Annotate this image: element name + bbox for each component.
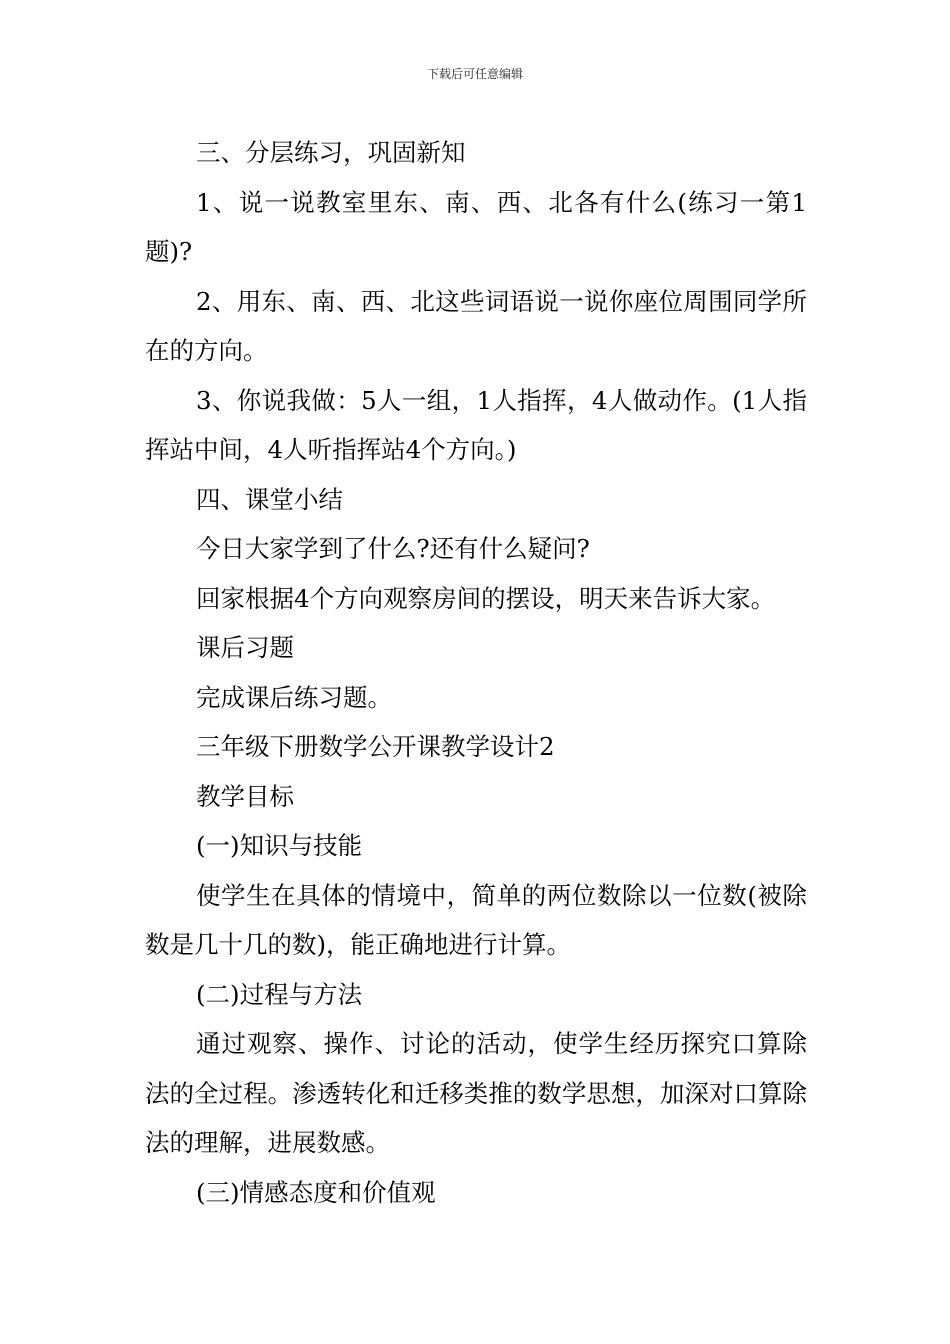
goal-process-text: 通过观察、操作、讨论的活动，使学生经历探究口算除法的全过程。渗透转化和迁移类推的数学思想，加深对口算除法的理解，进展数感。 [145,1029,807,1157]
document-body [145,128,807,1217]
section-heading-summary: 四、课堂小结 [196,484,343,514]
goal-process-heading: (二)过程与方法 [196,979,363,1009]
teaching-goals-heading: 教学目标 [196,781,294,811]
practice-item-2: 2、用东、南、西、北这些词语说一说你座位周围同学所在的方向。 [145,286,807,365]
goal-knowledge-heading: (一)知识与技能 [196,831,363,860]
summary-question: 今日大家学到了什么?还有什么疑问? [196,534,590,563]
page-header: 下载后可任意编辑 [426,67,523,81]
after-class-task: 完成课后练习题。 [196,682,392,712]
practice-item-1: 1、说一说教室里东、南、西、北各有什么(练习一第1题)? [145,187,807,266]
goal-attitude-heading: (三)情感态度和价值观 [196,1177,436,1207]
section-heading-practice: 三、分层练习，巩固新知 [196,138,466,167]
summary-homework: 回家根据4个方向观察房间的摆设，明天来告诉大家。 [196,583,776,613]
practice-item-3: 3、你说我做：5人一组，1人指挥，4人做动作。(1人指挥站中间，4人听指挥站4个方向。) [145,385,807,464]
lesson-title: 三年级下册数学公开课教学设计2 [196,732,555,761]
goal-knowledge-text: 使学生在具体的情境中，简单的两位数除以一位数(被除数是几十几的数)，能正确地进行计算。 [145,880,807,959]
after-class-heading: 课后习题 [196,633,294,662]
